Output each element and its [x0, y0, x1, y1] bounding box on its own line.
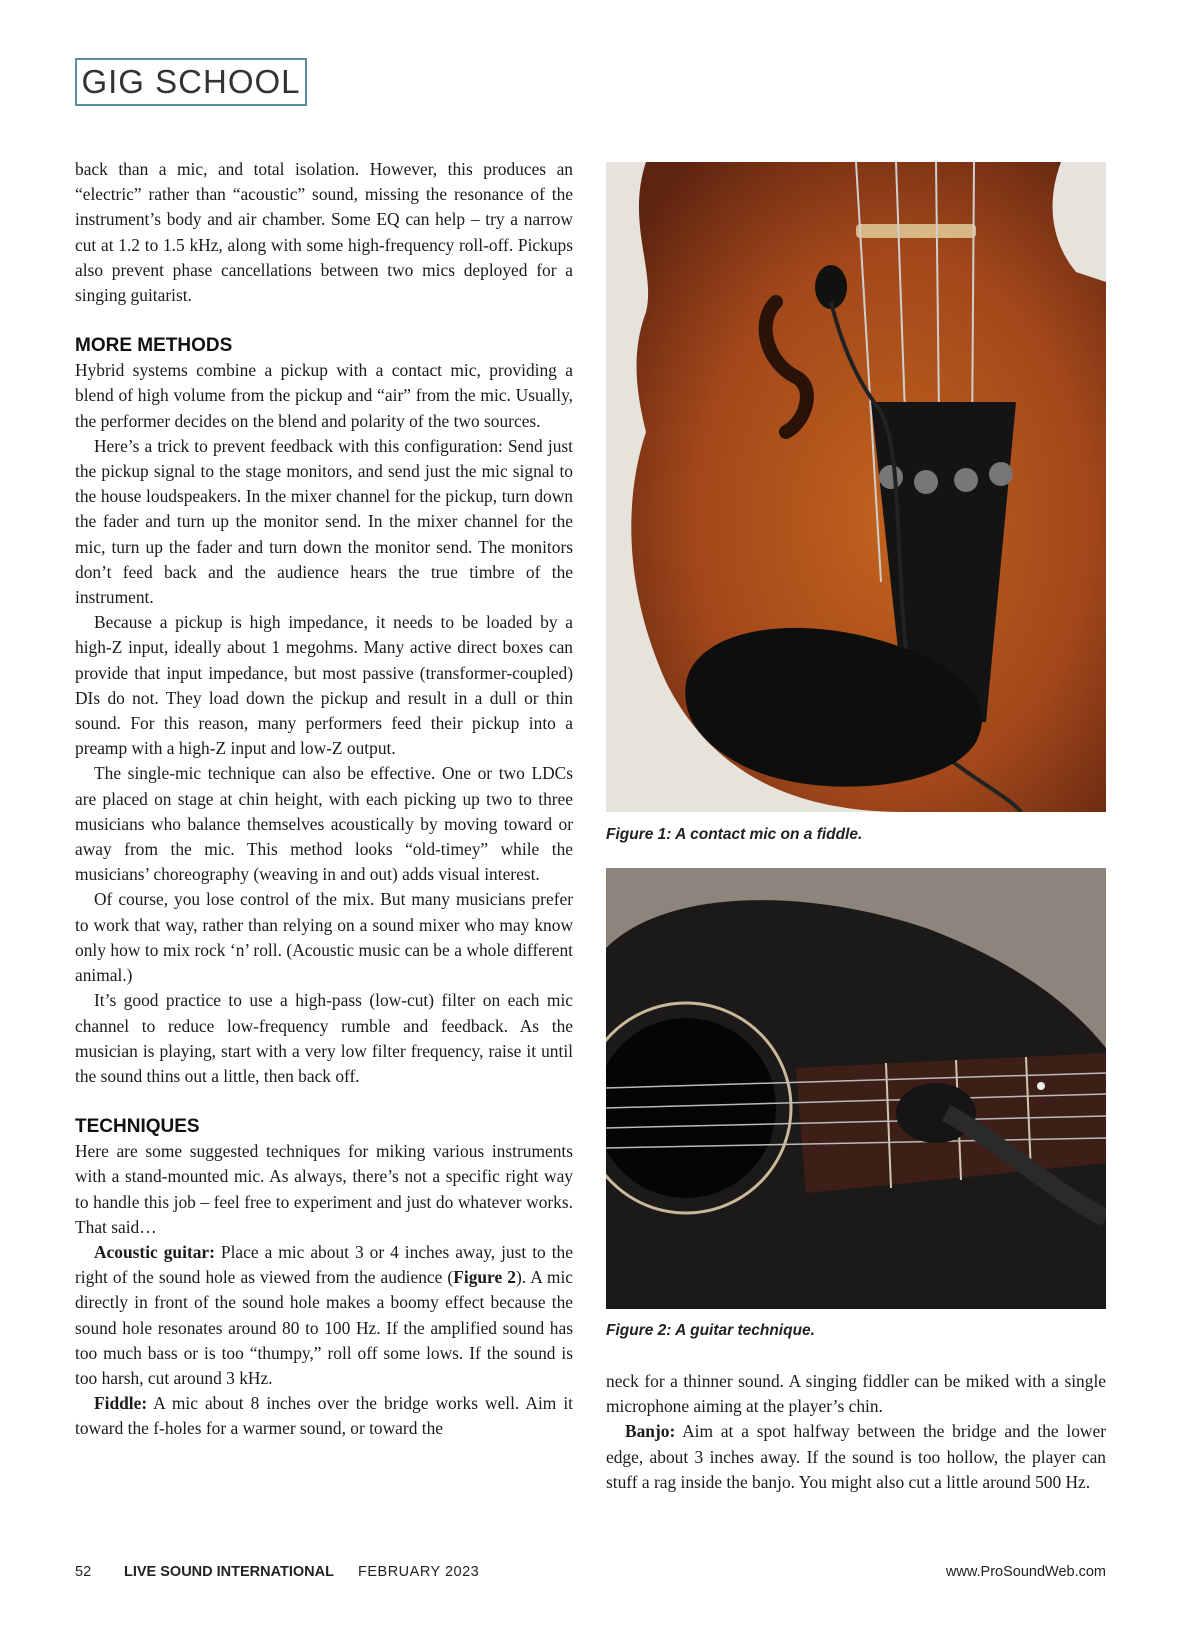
paragraph-banjo: [606, 1419, 1106, 1495]
figure-1-photo: [606, 162, 1106, 812]
paragraph: Because a pickup is high impedance, it needs to be loaded by a high-Z input, ideally about 1 megohms. Many active direct boxes can provide that input impedance, but most passive (transformer-coupled) DIs do not. They load down the pickup and result in a dull or thin sound. For this reason, many performers feed their pickup into a preamp with a high-Z input and low-Z output.: [75, 612, 573, 759]
text-span: Aim at a spot halfway between the bridge and the lower edge, about 3 inches away. If the sound is too hollow, the player can stuff a rag inside the banjo. You might also cut a little around 500 Hz.: [606, 1421, 1106, 1492]
paragraph: It’s good practice to use a high-pass (low-cut) filter on each mic channel to reduce low-frequency rumble and feedback. As the musician is playing, start with a very low filter frequency, raise it until the sound thins out a little, then back off.: [75, 990, 573, 1086]
paragraph: Here are some suggested techniques for miking various instruments with a stand-mounted mic. As always, there’s not a specific right way to handle this job – feel free to experiment and just do whatever works. That said…: [75, 1141, 573, 1237]
section-title: GIG SCHOOL: [81, 63, 301, 100]
figure-2-photo: [606, 868, 1106, 1309]
website-link[interactable]: www.ProSoundWeb.com: [945, 1564, 1106, 1580]
heading-techniques: TECHNIQUES: [75, 1116, 200, 1138]
paragraph: Of course, you lose control of the mix. But many musicians prefer to work that way, rather than relying on a sound mixer who may know only how to mix rock ‘n’ roll. (Acoustic music can be a whole different animal.): [75, 889, 573, 986]
fiddle-illustration: [606, 162, 1106, 812]
lead-banjo: Banjo:: [625, 1421, 676, 1442]
paragraph: Hybrid systems combine a pickup with a contact mic, providing a blend of high volume from the pickup and “air” from the mic. Usually, the performer decides on the blend and polarity of the two sources.: [75, 360, 573, 431]
lead-fiddle: Fiddle:: [94, 1393, 148, 1414]
paragraph: neck for a thinner sound. A singing fiddler can be miked with a single microphone aiming at the player’s chin.: [606, 1371, 1106, 1417]
right-column: [606, 1369, 1106, 1495]
figure-1-caption: Figure 1: A contact mic on a fiddle.: [606, 826, 863, 843]
guitar-illustration: [606, 868, 1106, 1309]
section-tag: [75, 58, 307, 106]
text-span: A mic about 8 inches over the bridge works well. Aim it toward the f-holes for a warmer sound, or toward the: [75, 1393, 573, 1439]
paragraph: Here’s a trick to prevent feedback with this configuration: Send just the pickup signal to the stage monitors, and send just the mic signal to the house loudspeakers. In the mixer channel for the pickup, turn down the fader and turn up the monitor send. In the mixer channel for the mic, turn up the fader and turn down the monitor send. The monitors don’t feed back and the audience hears the true timbre of the instrument.: [75, 435, 573, 608]
issue-date: FEBRUARY 2023: [358, 1564, 480, 1580]
figure-reference: Figure 2: [453, 1267, 516, 1288]
paragraph: The single-mic technique can also be effective. One or two LDCs are placed on stage at chin height, with each picking up two to three musicians who balance themselves acoustically by moving toward or away from the mic. This method looks “old-timey” while the musicians’ choreography (weaving in and out) adds visual interest.: [75, 763, 573, 885]
text-span: Place a mic about 3 or 4 inches away, just to the right of the sound hole as viewed from the audience (: [75, 1241, 573, 1288]
magazine-name: LIVE SOUND INTERNATIONAL: [124, 1564, 334, 1580]
page-number: 52: [75, 1564, 92, 1580]
paragraph-acoustic-guitar: [75, 1240, 573, 1391]
paragraph: back than a mic, and total isolation. However, this produces an “electric” rather than “acoustic” sound, missing the resonance of the instrument’s body and air chamber. Some EQ can help – try a narrow cut at 1.2 to 1.5 kHz, along with some high-frequency roll-off. Pickups also prevent phase cancellations between two mics deployed for a singing guitarist.: [75, 159, 573, 306]
paragraph-fiddle: [75, 1391, 573, 1441]
heading-more-methods: MORE METHODS: [75, 335, 233, 357]
text-span: ). A mic directly in front of the sound hole makes a boomy effect because the sound hole resonates around 80 to 100 Hz. If the amplified sound has too much bass or is too “thumpy,” roll off some lows. If the sound is too harsh, cut around 3 kHz.: [75, 1267, 573, 1388]
lead-acoustic-guitar: Acoustic guitar:: [94, 1241, 215, 1262]
figure-2-caption: Figure 2: A guitar technique.: [606, 1322, 815, 1339]
left-column: [75, 157, 573, 1442]
